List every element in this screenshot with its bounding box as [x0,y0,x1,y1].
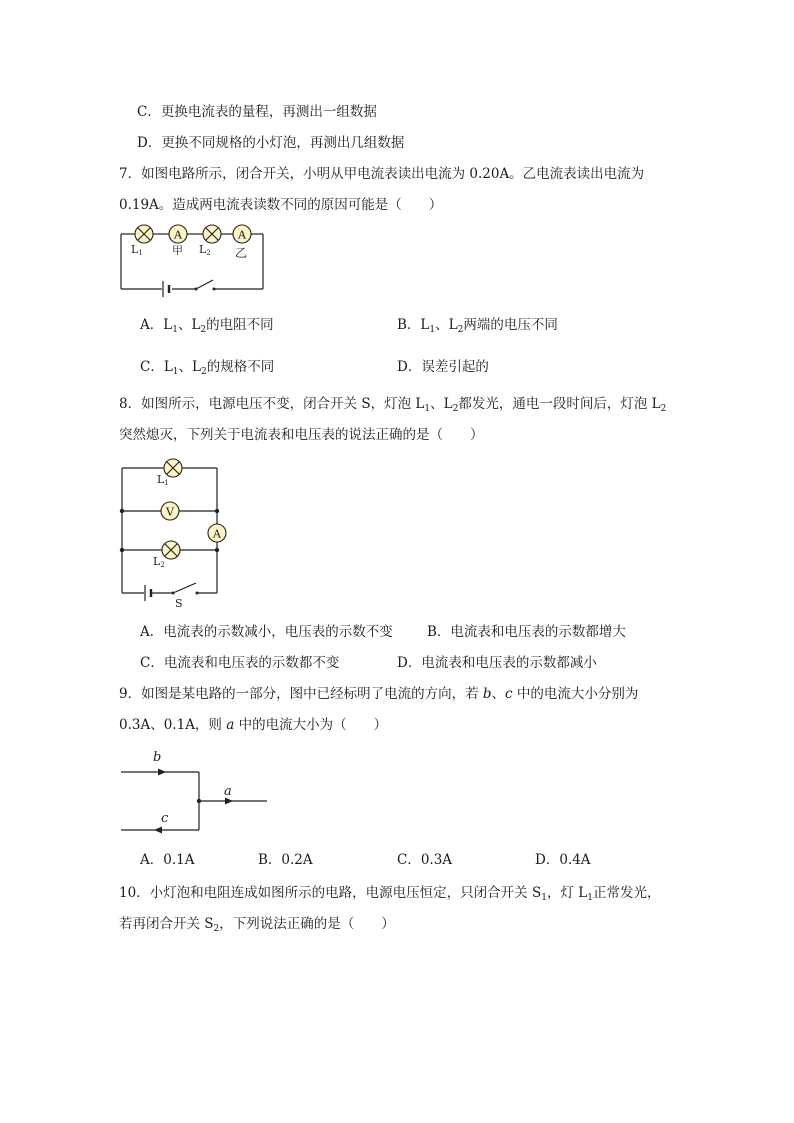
q7-label-l1: L1 [131,243,143,257]
q6-option-c: C．更换电流表的量程，再测出一组数据 [137,104,377,120]
q7-label-jia: 甲 [172,244,183,257]
q8-stem-line1: 8．如图所示，电源电压不变，闭合开关 S，灯泡 $L_1$、$L_2$都发光，通电一段时间后，灯泡 $L_2$ [119,396,667,414]
q8-option-a: A．电流表的示数减小，电压表的示数不变 [140,624,393,640]
q9-arrow-b-icon [158,769,166,776]
svg-text:A: A [174,228,182,242]
q10-stem-line2: 若再闭合开关 $S_2$，下列说法正确的是（ ） [119,916,395,934]
q7-option-c: C．$L_1$、$L_2$的规格不同 [140,359,275,377]
svg-text:A: A [213,527,221,541]
q9-label-a: a [224,784,232,799]
q9-option-d: D．0.4A [535,852,591,868]
q9-stem-line1: 9．如图是某电路的一部分，图中已经标明了电流的方向，若 b、c 中的电流大小分别为 [119,686,639,702]
q9-arrow-c-icon [154,827,162,834]
q8-option-b: B．电流表和电压表的示数都增大 [427,624,626,640]
q8-stem-line2: 突然熄灭，下列关于电流表和电压表的说法正确的是（ ） [119,427,484,443]
q8-label-s: S [175,597,183,610]
q8-label-l1: L1 [157,473,169,487]
q9-option-b: B．0.2A [258,852,313,868]
q7-label-l2: L2 [199,243,211,257]
q10-stem-line1: 10．小灯泡和电阻连成如图所示的电路，电源电压恒定，只闭合开关 $S_1$，灯 $L_1$正常发光， [119,885,661,903]
q9-option-a: A．0.1A [140,852,195,868]
svg-text:A: A [238,228,246,242]
q6-option-d: D．更换不同规格的小灯泡，再测出几组数据 [137,135,405,151]
q9-label-c: c [161,811,169,826]
q7-stem-line1: 7．如图电路所示，闭合开关，小明从甲电流表读出电流为 0.20A。乙电流表读出电流为 [119,166,645,182]
q8-option-d: D．电流表和电压表的示数都减小 [397,655,597,671]
q7-option-b: B．$L_1$、$L_2$两端的电压不同 [397,317,558,335]
q9-option-c: C．0.3A [397,852,453,868]
q7-label-yi: 乙 [235,246,248,260]
q9-label-b: b [153,750,162,765]
q9-stem-line2: 0.3A、0.1A，则 a 中的电流大小为（ ） [119,717,388,733]
q8-label-l2: L2 [153,555,165,569]
svg-text:V: V [166,505,174,519]
q9-junction-dot [197,799,201,803]
q7-option-d: D．误差引起的 [397,359,489,375]
q7-stem-line2: 0.19A。造成两电流表读数不同的原因可能是（ ） [119,197,443,213]
q7-option-a: A．$L_1$、$L_2$的电阻不同 [140,317,274,335]
q8-option-c: C．电流表和电压表的示数都不变 [140,655,340,671]
